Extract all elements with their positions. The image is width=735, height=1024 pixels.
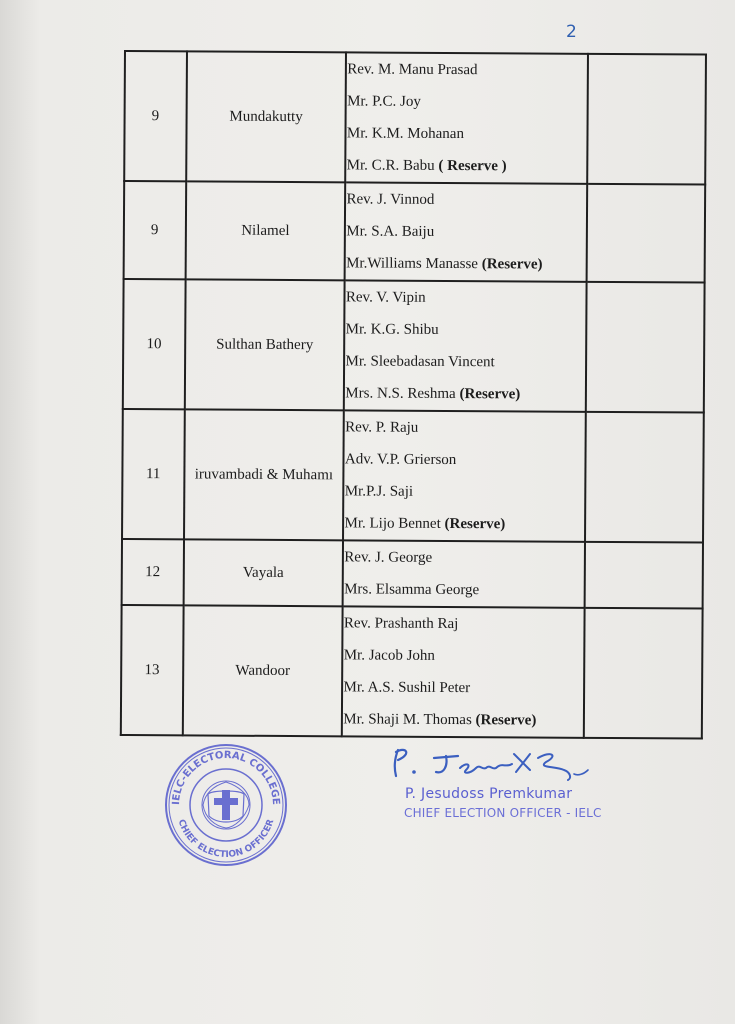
serial-number: 9 [124, 51, 186, 181]
place-name: Wandoor [182, 605, 343, 736]
member-name: Mr.P.J. Saji [344, 483, 414, 500]
reserve-tag: (Reserve) [475, 712, 537, 729]
place-name: Mundakutty [186, 51, 347, 182]
member-name: Mr. Shaji M. Thomas [343, 711, 476, 729]
member-name: Mr. P.C. Joy [347, 93, 421, 110]
table-row [123, 279, 705, 413]
rose-cross-icon [202, 781, 250, 829]
table-row [124, 51, 706, 185]
members-table [120, 50, 707, 740]
members-cell [343, 540, 585, 607]
member-entry [347, 85, 587, 118]
place-name: Sulthan Bathery [184, 279, 345, 410]
blank-cell [587, 54, 706, 185]
member-entry [345, 345, 585, 378]
electoral-college-seal [163, 742, 289, 868]
member-name: Mr. K.M. Mohanan [346, 125, 465, 143]
member-name: Rev. V. Vipin [345, 289, 426, 306]
members-cell [345, 182, 587, 281]
table-row [121, 605, 703, 739]
table-row [122, 539, 703, 609]
member-name: Mr.Williams Manasse [346, 255, 482, 273]
member-entry [345, 377, 585, 410]
member-name: Mr. Sleebadasan Vincent [345, 353, 495, 371]
blank-cell [587, 184, 706, 283]
officer-name: P. Jesudoss Premkumar [405, 786, 573, 802]
member-entry [344, 573, 584, 606]
member-entry [344, 507, 584, 540]
member-name: Mr. Jacob John [343, 647, 436, 664]
table-row [122, 409, 704, 543]
page-number: 2 [566, 22, 577, 42]
serial-number: 11 [122, 409, 184, 539]
reserve-tag: ( Reserve ) [438, 157, 507, 175]
member-name: Mr. C.R. Babu [346, 157, 439, 174]
serial-number: 12 [122, 539, 184, 605]
member-name: Mr. K.G. Shibu [345, 321, 439, 338]
svg-text:CHIEF ELECTION OFFICER: CHIEF ELECTION OFFICER [175, 818, 277, 861]
member-name: Mr. A.S. Sushil Peter [343, 679, 471, 697]
serial-number: 13 [121, 605, 183, 735]
place-name: Nilamel [185, 181, 345, 280]
member-entry [346, 247, 586, 280]
member-name: Rev. M. Manu Prasad [347, 61, 478, 79]
place-name: iruvambadi & Muhamı [184, 409, 345, 540]
member-entry [343, 703, 583, 736]
svg-text:IELC-ELECTORAL COLLEGE: IELC-ELECTORAL COLLEGE [170, 749, 282, 806]
blank-cell [585, 412, 704, 543]
member-entry [345, 475, 585, 508]
place-name: Vayala [183, 539, 343, 606]
blank-cell [584, 608, 703, 739]
serial-number: 10 [123, 279, 185, 409]
member-entry [347, 117, 587, 150]
blank-cell [585, 542, 703, 609]
signature [388, 740, 598, 786]
officer-title: CHIEF ELECTION OFFICER - IELC [404, 806, 602, 820]
member-name: Mrs. Elsamma George [344, 581, 480, 599]
members-table-body [121, 51, 706, 739]
table-row [124, 181, 706, 283]
member-entry [343, 671, 583, 704]
member-entry [344, 639, 584, 672]
member-entry [345, 411, 585, 444]
member-entry [347, 53, 587, 86]
blank-cell [586, 282, 705, 413]
reserve-tag: (Reserve) [444, 515, 506, 533]
members-cell [344, 280, 586, 411]
member-entry [346, 215, 586, 248]
member-entry [345, 443, 585, 476]
member-name: Rev. J. George [344, 549, 433, 566]
serial-number: 9 [124, 181, 186, 279]
member-entry [344, 607, 584, 640]
members-cell [346, 52, 588, 183]
member-name: Rev. Prashanth Raj [343, 615, 459, 633]
member-entry [344, 541, 584, 574]
member-name: Rev. J. Vinnod [346, 191, 435, 208]
member-entry [346, 183, 586, 216]
member-name: Rev. P. Raju [345, 419, 419, 436]
member-entry [346, 313, 586, 346]
member-entry [346, 281, 586, 314]
reserve-tag: (Reserve) [459, 386, 521, 403]
member-name: Mr. S.A. Baiju [346, 223, 435, 240]
member-name: Adv. V.P. Grierson [344, 451, 457, 469]
member-entry [347, 149, 587, 182]
member-name: Mr. Lijo Bennet [344, 515, 445, 532]
members-cell [342, 606, 584, 737]
reserve-tag: (Reserve) [481, 256, 543, 273]
member-name: Mrs. N.S. Reshma [345, 385, 460, 403]
members-cell [343, 410, 585, 541]
